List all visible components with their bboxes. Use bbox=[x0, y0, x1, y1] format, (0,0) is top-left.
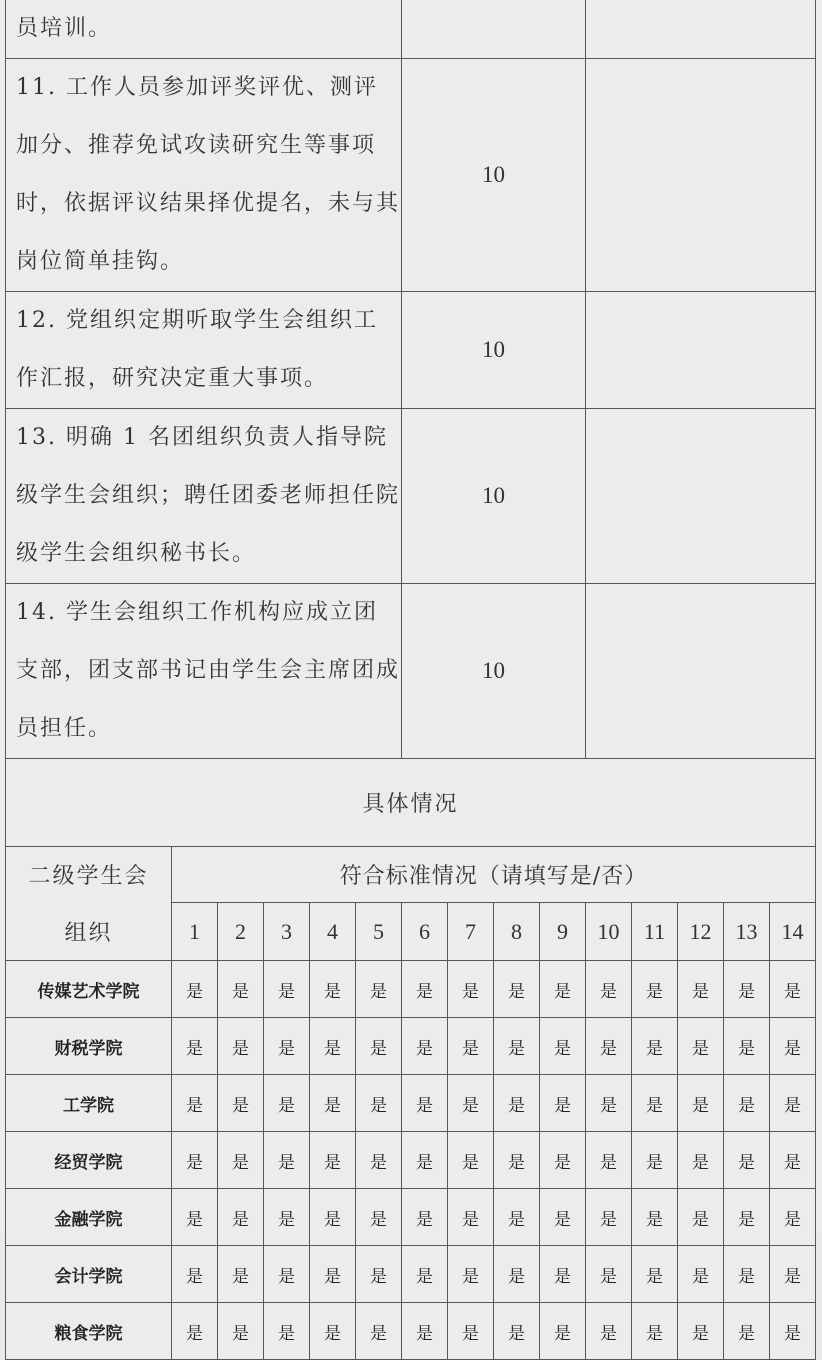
compliance-cell: 是 bbox=[632, 1132, 678, 1189]
org-name: 传媒艺术学院 bbox=[6, 961, 172, 1018]
compliance-cell: 是 bbox=[586, 961, 632, 1018]
compliance-cell: 是 bbox=[310, 1132, 356, 1189]
standard-description: 13. 明确 1 名团组织负责人指导院级学生会组织；聘任团委老师担任院级学生会组织秘书长。 bbox=[6, 409, 402, 584]
compliance-cell: 是 bbox=[172, 1018, 218, 1075]
compliance-cell: 是 bbox=[540, 1189, 586, 1246]
compliance-cell: 是 bbox=[310, 1246, 356, 1303]
section-header-row bbox=[6, 759, 816, 847]
standard-remark bbox=[586, 409, 816, 584]
compliance-cell: 是 bbox=[356, 1303, 402, 1360]
compliance-cell: 是 bbox=[770, 1075, 816, 1132]
compliance-cell: 是 bbox=[770, 1018, 816, 1075]
compliance-cell: 是 bbox=[632, 1246, 678, 1303]
compliance-cell: 是 bbox=[310, 961, 356, 1018]
standard-row bbox=[6, 59, 816, 292]
compliance-cell: 是 bbox=[264, 1189, 310, 1246]
standard-score bbox=[402, 0, 586, 59]
compliance-cell: 是 bbox=[540, 961, 586, 1018]
compliance-cell: 是 bbox=[310, 1018, 356, 1075]
org-header-top: 二级学生会 bbox=[6, 847, 172, 903]
compliance-cell: 是 bbox=[264, 1246, 310, 1303]
compliance-cell: 是 bbox=[448, 961, 494, 1018]
org-name: 工学院 bbox=[6, 1075, 172, 1132]
standard-number: 10 bbox=[586, 903, 632, 961]
compliance-cell: 是 bbox=[586, 1303, 632, 1360]
standard-description: 14. 学生会组织工作机构应成立团支部，团支部书记由学生会主席团成员担任。 bbox=[6, 584, 402, 759]
compliance-cell: 是 bbox=[540, 1018, 586, 1075]
compliance-cell: 是 bbox=[218, 961, 264, 1018]
standard-number: 2 bbox=[218, 903, 264, 961]
compliance-cell: 是 bbox=[632, 1189, 678, 1246]
compliance-cell: 是 bbox=[724, 1189, 770, 1246]
standard-remark bbox=[586, 292, 816, 409]
section-title: 具体情况 bbox=[6, 759, 816, 847]
compliance-cell: 是 bbox=[264, 1075, 310, 1132]
standard-description: 11. 工作人员参加评奖评优、测评加分、推荐免试攻读研究生等事项时，依据评议结果择优提名，未与其岗位简单挂钩。 bbox=[6, 59, 402, 292]
table-row bbox=[6, 1303, 816, 1360]
standard-compliance-header: 符合标准情况（请填写是/否） bbox=[172, 847, 816, 903]
standard-number: 8 bbox=[494, 903, 540, 961]
compliance-cell: 是 bbox=[356, 1075, 402, 1132]
compliance-cell: 是 bbox=[448, 1075, 494, 1132]
compliance-cell: 是 bbox=[678, 1189, 724, 1246]
compliance-cell: 是 bbox=[678, 1018, 724, 1075]
standard-row bbox=[6, 292, 816, 409]
compliance-cell: 是 bbox=[770, 1303, 816, 1360]
table-row bbox=[6, 1075, 816, 1132]
org-name: 财税学院 bbox=[6, 1018, 172, 1075]
compliance-cell: 是 bbox=[586, 1132, 632, 1189]
compliance-cell: 是 bbox=[402, 1132, 448, 1189]
compliance-cell: 是 bbox=[218, 1246, 264, 1303]
compliance-cell: 是 bbox=[172, 961, 218, 1018]
compliance-cell: 是 bbox=[494, 1246, 540, 1303]
compliance-cell: 是 bbox=[356, 1189, 402, 1246]
table-row bbox=[6, 1132, 816, 1189]
compliance-cell: 是 bbox=[724, 1246, 770, 1303]
compliance-cell: 是 bbox=[310, 1075, 356, 1132]
compliance-cell: 是 bbox=[540, 1303, 586, 1360]
compliance-cell: 是 bbox=[448, 1246, 494, 1303]
compliance-cell: 是 bbox=[264, 1132, 310, 1189]
standard-number: 9 bbox=[540, 903, 586, 961]
compliance-cell: 是 bbox=[356, 961, 402, 1018]
standard-description: 12. 党组织定期听取学生会组织工作汇报，研究决定重大事项。 bbox=[6, 292, 402, 409]
standard-number: 7 bbox=[448, 903, 494, 961]
table-row bbox=[6, 1189, 816, 1246]
compliance-cell: 是 bbox=[540, 1075, 586, 1132]
compliance-cell: 是 bbox=[540, 1246, 586, 1303]
compliance-cell: 是 bbox=[172, 1246, 218, 1303]
compliance-cell: 是 bbox=[402, 1075, 448, 1132]
compliance-cell: 是 bbox=[448, 1018, 494, 1075]
compliance-cell: 是 bbox=[402, 1189, 448, 1246]
standard-number: 14 bbox=[770, 903, 816, 961]
standard-remark bbox=[586, 59, 816, 292]
compliance-cell: 是 bbox=[678, 961, 724, 1018]
compliance-cell: 是 bbox=[264, 1018, 310, 1075]
evaluation-table bbox=[5, 0, 816, 1360]
compliance-cell: 是 bbox=[632, 961, 678, 1018]
compliance-cell: 是 bbox=[586, 1075, 632, 1132]
status-header-row bbox=[6, 847, 816, 903]
standard-score: 10 bbox=[402, 409, 586, 584]
compliance-cell: 是 bbox=[218, 1303, 264, 1360]
compliance-cell: 是 bbox=[218, 1075, 264, 1132]
table-row bbox=[6, 1018, 816, 1075]
compliance-cell: 是 bbox=[218, 1018, 264, 1075]
standard-number: 1 bbox=[172, 903, 218, 961]
compliance-cell: 是 bbox=[494, 1189, 540, 1246]
compliance-cell: 是 bbox=[586, 1018, 632, 1075]
standard-number: 5 bbox=[356, 903, 402, 961]
compliance-cell: 是 bbox=[770, 1189, 816, 1246]
compliance-cell: 是 bbox=[448, 1303, 494, 1360]
compliance-cell: 是 bbox=[540, 1132, 586, 1189]
standard-number: 12 bbox=[678, 903, 724, 961]
compliance-cell: 是 bbox=[632, 1075, 678, 1132]
standard-row bbox=[6, 584, 816, 759]
standard-number: 11 bbox=[632, 903, 678, 961]
compliance-cell: 是 bbox=[310, 1189, 356, 1246]
compliance-cell: 是 bbox=[218, 1189, 264, 1246]
status-number-row bbox=[6, 903, 816, 961]
compliance-cell: 是 bbox=[678, 1075, 724, 1132]
compliance-cell: 是 bbox=[402, 961, 448, 1018]
compliance-cell: 是 bbox=[770, 961, 816, 1018]
compliance-cell: 是 bbox=[356, 1132, 402, 1189]
standard-description: 员培训。 bbox=[6, 0, 402, 59]
table-row bbox=[6, 1246, 816, 1303]
compliance-cell: 是 bbox=[264, 961, 310, 1018]
standard-number: 6 bbox=[402, 903, 448, 961]
compliance-cell: 是 bbox=[356, 1246, 402, 1303]
compliance-cell: 是 bbox=[494, 961, 540, 1018]
compliance-cell: 是 bbox=[632, 1303, 678, 1360]
standard-row bbox=[6, 409, 816, 584]
standard-remark bbox=[586, 584, 816, 759]
compliance-cell: 是 bbox=[770, 1132, 816, 1189]
standard-remark bbox=[586, 0, 816, 59]
compliance-cell: 是 bbox=[402, 1018, 448, 1075]
compliance-cell: 是 bbox=[724, 1075, 770, 1132]
standard-number: 3 bbox=[264, 903, 310, 961]
compliance-cell: 是 bbox=[172, 1075, 218, 1132]
standard-number: 13 bbox=[724, 903, 770, 961]
standard-score: 10 bbox=[402, 59, 586, 292]
compliance-cell: 是 bbox=[448, 1189, 494, 1246]
compliance-cell: 是 bbox=[356, 1018, 402, 1075]
standard-number: 4 bbox=[310, 903, 356, 961]
compliance-cell: 是 bbox=[586, 1189, 632, 1246]
compliance-cell: 是 bbox=[678, 1246, 724, 1303]
compliance-cell: 是 bbox=[310, 1303, 356, 1360]
compliance-cell: 是 bbox=[724, 1018, 770, 1075]
compliance-cell: 是 bbox=[264, 1303, 310, 1360]
org-name: 金融学院 bbox=[6, 1189, 172, 1246]
compliance-cell: 是 bbox=[172, 1303, 218, 1360]
compliance-cell: 是 bbox=[218, 1132, 264, 1189]
standard-score: 10 bbox=[402, 292, 586, 409]
compliance-cell: 是 bbox=[678, 1132, 724, 1189]
standard-row bbox=[6, 0, 816, 59]
org-name: 粮食学院 bbox=[6, 1303, 172, 1360]
compliance-cell: 是 bbox=[724, 961, 770, 1018]
standard-score: 10 bbox=[402, 584, 586, 759]
compliance-cell: 是 bbox=[494, 1303, 540, 1360]
org-name: 会计学院 bbox=[6, 1246, 172, 1303]
table-row bbox=[6, 961, 816, 1018]
org-header-bottom: 组织 bbox=[6, 903, 172, 961]
org-name: 经贸学院 bbox=[6, 1132, 172, 1189]
compliance-cell: 是 bbox=[724, 1303, 770, 1360]
compliance-cell: 是 bbox=[632, 1018, 678, 1075]
compliance-cell: 是 bbox=[172, 1189, 218, 1246]
compliance-cell: 是 bbox=[402, 1303, 448, 1360]
compliance-cell: 是 bbox=[724, 1132, 770, 1189]
compliance-cell: 是 bbox=[770, 1246, 816, 1303]
compliance-cell: 是 bbox=[678, 1303, 724, 1360]
compliance-cell: 是 bbox=[586, 1246, 632, 1303]
compliance-cell: 是 bbox=[402, 1246, 448, 1303]
compliance-cell: 是 bbox=[494, 1075, 540, 1132]
compliance-cell: 是 bbox=[494, 1132, 540, 1189]
compliance-cell: 是 bbox=[448, 1132, 494, 1189]
compliance-cell: 是 bbox=[172, 1132, 218, 1189]
compliance-cell: 是 bbox=[494, 1018, 540, 1075]
